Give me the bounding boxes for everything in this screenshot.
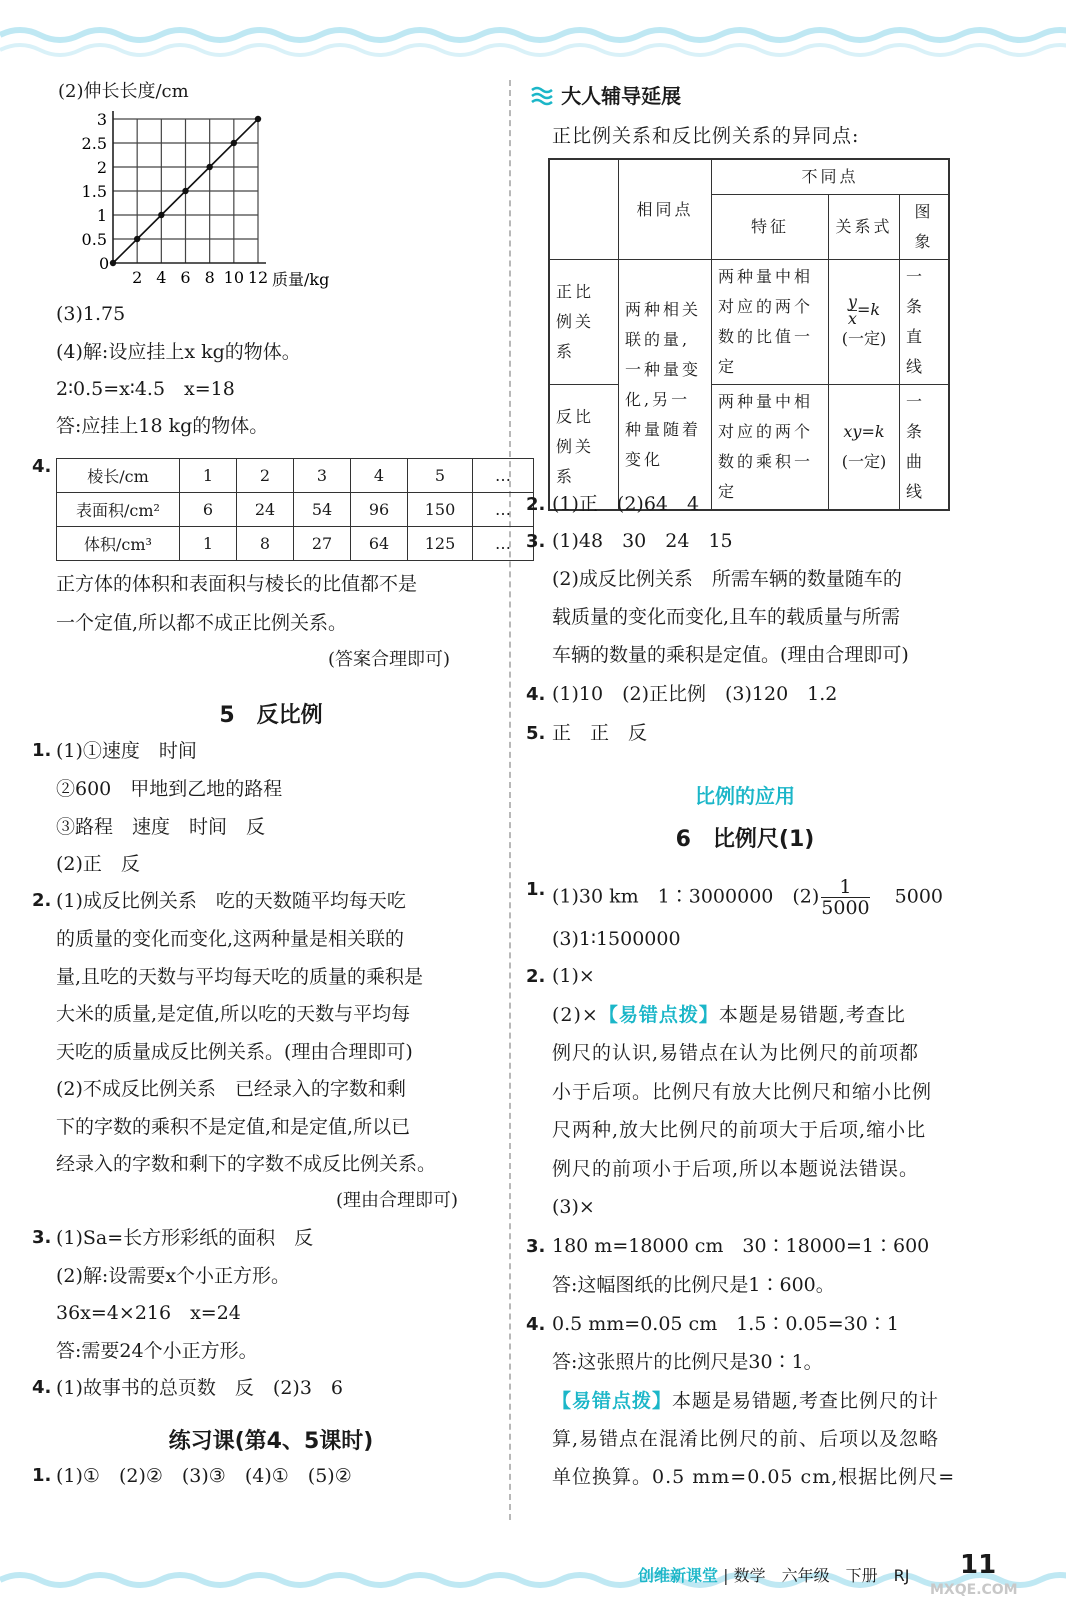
answer-q4-line2: 2∶0.5=x∶4.5 x=18	[56, 378, 235, 400]
s6-q2-line7: (3)×	[552, 1196, 595, 1218]
s6-q4-line2: 答:这张照片的比例尺是30∶1。	[552, 1351, 823, 1373]
r-q3-line4: 车辆的数量的乘积是定值。(理由合理即可)	[552, 644, 909, 666]
table-cell: 3	[294, 459, 351, 493]
data-point	[255, 116, 261, 122]
y-tick-label: 3	[96, 110, 107, 129]
table-row	[57, 493, 534, 527]
data-point	[231, 140, 237, 146]
x-tick-label: 10	[223, 268, 245, 287]
data-point	[110, 260, 116, 266]
s6-q2-line4: 小于后项。比例尺有放大比例尺和缩小比例	[552, 1081, 933, 1103]
row-header-cell: 棱长/cm	[57, 459, 180, 493]
table-cell: …	[473, 493, 534, 527]
s6-q2-line5: 尺两种,放大比例尺的前项大于后项,缩小比	[552, 1119, 927, 1141]
s6-q4-line1: 0.5 mm=0.05 cm 1.5∶0.05=30∶1	[552, 1313, 899, 1335]
inverse-graph: 一条曲线	[900, 385, 950, 511]
comparison-table	[548, 158, 950, 511]
x-tick-label: 2	[132, 268, 143, 287]
x-tick-label: 4	[156, 268, 167, 287]
s6-q4-line5: 单位换算。0.5 mm=0.05 cm,根据比例尺=	[552, 1466, 956, 1488]
x-tick-label: 6	[180, 268, 191, 287]
table-note-line2: 一个定值,所以都不成正比例关系。	[56, 612, 348, 634]
s6-q2-line2: (2)×【易错点拨】本题是易错题,考查比	[552, 1004, 906, 1026]
s5-q3-line1: (1)Sa=长方形彩纸的面积 反	[56, 1227, 314, 1249]
table-cell: 27	[294, 527, 351, 561]
question-number: 2.	[526, 494, 546, 515]
s5-q2-line8: 经录入的字数和剩下的字数不成反比例关系。	[56, 1153, 437, 1175]
column-divider	[509, 80, 511, 1520]
inverse-formula: xy=k (一定)	[829, 385, 900, 511]
s6-q3-line2: 答:这幅图纸的比例尺是1∶600。	[552, 1274, 835, 1296]
question-number: 2.	[32, 890, 52, 911]
y-tick-label: 2.5	[81, 134, 107, 153]
table-cell: …	[473, 459, 534, 493]
data-point	[134, 236, 140, 242]
question-number: 3.	[526, 1236, 546, 1257]
origin-label: 0	[99, 254, 110, 273]
answer-q3: (3)1.75	[56, 303, 126, 325]
y-tick-label: 2	[96, 158, 107, 177]
table-cell: 1	[180, 527, 237, 561]
same-points-text: 两种相关联的量,一种量变化,另一种量随着变化	[619, 260, 712, 511]
s5-q1-line1: (1)①速度 时间	[56, 740, 197, 762]
cube-table	[56, 458, 534, 561]
s5-q2-line7: 下的字数的乘积不是定值,和是定值,所以已	[56, 1116, 411, 1138]
r-q3-line3: 载质量的变化而变化,且车的载质量与所需	[552, 606, 901, 628]
table-cell: 6	[180, 493, 237, 527]
r-q3-line1: (1)48 30 24 15	[552, 530, 733, 552]
chart-ylabel: (2)伸长长度/cm	[58, 81, 189, 102]
footer-book-info: 数学 六年级 下册 RJ	[733, 1566, 910, 1585]
tutoring-box-header	[530, 80, 681, 109]
table-cell: 4	[351, 459, 408, 493]
comparison-intro: 正比例关系和反比例关系的异同点:	[552, 125, 860, 147]
y-tick-label: 1.5	[81, 182, 107, 201]
section-heading-5: 5 反比例	[219, 703, 323, 728]
data-point	[206, 164, 212, 170]
row-label-proportional: 正比例关系	[549, 260, 619, 385]
r-q3-line2: (2)成反比例关系 所需车辆的数量随车的	[552, 568, 902, 590]
question-number: 3.	[526, 531, 546, 552]
s5-q3-line2: (2)解:设需要x个小正方形。	[56, 1265, 291, 1287]
question-number: 2.	[526, 966, 546, 987]
question-number: 4.	[526, 1314, 546, 1335]
s5-q2-line1: (1)成反比例关系 吃的天数随平均每天吃	[56, 890, 406, 912]
chart-xlabel: 质量/kg	[272, 270, 330, 289]
s5-q2-line6: (2)不成反比例关系 已经录入的字数和剩	[56, 1078, 406, 1100]
s5-q2-line2: 的质量的变化而变化,这两种量是相关联的	[56, 928, 405, 950]
question-number: 5.	[526, 723, 546, 744]
s6-q3-line1: 180 m=18000 cm 30∶18000=1∶600	[552, 1235, 930, 1257]
top-wave-decoration	[0, 0, 1066, 70]
question-number: 4.	[526, 684, 546, 705]
s6-q4-line3: 【易错点拨】本题是易错题,考查比例尺的计	[552, 1390, 940, 1412]
answer-q4-line3: 答:应挂上18 kg的物体。	[56, 415, 269, 437]
s5-q3-line3: 36x=4×216 x=24	[56, 1302, 241, 1324]
answer-q4-line1: (4)解:设应挂上x kg的物体。	[56, 341, 301, 363]
s5-q1-line3: ③路程 速度 时间 反	[56, 816, 266, 838]
s6-q2-line6: 例尺的前项小于后项,所以本题说法错误。	[552, 1158, 920, 1180]
x-tick-label: 8	[204, 268, 215, 287]
table-cell: 5	[408, 459, 473, 493]
s5-q3-line4: 答:需要24个小正方形。	[56, 1340, 258, 1362]
y-tick-label: 0.5	[81, 230, 107, 249]
watermark: MXQE.COM	[930, 1582, 1018, 1598]
question-number: 1.	[526, 879, 546, 900]
r-q5: 正 正 反	[552, 722, 648, 744]
inverse-feature: 两种量中相对应的两个数的乘积一定	[712, 385, 829, 511]
question-number: 1.	[32, 1465, 52, 1486]
proportional-graph: 一条直线	[900, 260, 950, 385]
s5-q2-line5: 天吃的质量成反比例关系。(理由合理即可)	[56, 1041, 413, 1063]
header-same: 相同点	[619, 159, 712, 260]
table-cell: 150	[408, 493, 473, 527]
table-note-line1: 正方体的体积和表面积与棱长的比值都不是	[56, 573, 418, 595]
question-number: 1.	[32, 740, 52, 761]
footer-brand: 创维新课堂	[638, 1566, 719, 1585]
header-graph: 图象	[900, 195, 950, 260]
practice-q1: (1)① (2)② (3)③ (4)① (5)②	[56, 1465, 352, 1487]
tutoring-box-title: 大人辅导延展	[561, 84, 682, 108]
question-number: 4.	[32, 1377, 52, 1398]
table-cell: …	[473, 527, 534, 561]
question-number: 3.	[32, 1227, 52, 1248]
proportional-formula: $\frac{y}{x}$ =k (一定)	[829, 260, 900, 385]
practice-heading: 练习课(第4、5课时)	[168, 1429, 374, 1454]
unit-heading: 比例的应用	[695, 784, 795, 808]
s6-q1-line2: (3)1∶1500000	[552, 928, 681, 950]
question-number: 4.	[32, 456, 52, 477]
footer-info: 创维新课堂 | 数学 六年级 下册 RJ	[638, 1566, 910, 1585]
table-cell: 54	[294, 493, 351, 527]
page-number: 11	[960, 1550, 997, 1580]
error-tip-label: 【易错点拨】	[598, 1004, 719, 1026]
data-point	[182, 188, 188, 194]
header-feature: 特征	[712, 195, 829, 260]
table-cell: 64	[351, 527, 408, 561]
table-cell: 2	[237, 459, 294, 493]
table-cell: 96	[351, 493, 408, 527]
y-tick-label: 1	[96, 206, 107, 225]
proportional-feature: 两种量中相对应的两个数的比值一定	[712, 260, 829, 385]
row-header-cell: 表面积/cm²	[57, 493, 180, 527]
s6-q4-line4: 算,易错点在混淆比例尺的前、后项以及忽略	[552, 1428, 940, 1450]
s5-q4-line1: (1)故事书的总页数 反 (2)3 6	[56, 1377, 344, 1399]
table-cell: 24	[237, 493, 294, 527]
table-row	[57, 459, 534, 493]
r-q4: (1)10 (2)正比例 (3)120 1.2	[552, 683, 838, 705]
x-tick-label: 12	[247, 268, 269, 287]
table-cell: 1	[180, 459, 237, 493]
table-cell: 8	[237, 527, 294, 561]
s6-q1-line1: (1)30 km 1∶3000000 (2) $\frac{1}{5000}$ 5000	[552, 876, 944, 919]
s5-q1-line4: (2)正 反	[56, 853, 140, 875]
row-label-inverse: 反比例关系	[549, 385, 619, 511]
header-diff: 不同点	[712, 159, 950, 195]
line-chart	[60, 106, 360, 306]
section-heading-6: 6 比例尺(1)	[675, 827, 815, 852]
table-note-line3: (答案合理即可)	[328, 649, 451, 670]
header-formula: 关系式	[829, 195, 900, 260]
s5-q2-line3: 量,且吃的天数与平均每天吃的质量的乘积是	[56, 966, 424, 988]
table-cell: 125	[408, 527, 473, 561]
error-tip-label: 【易错点拨】	[552, 1390, 673, 1412]
s5-q2-line4: 大米的质量,是定值,所以吃的天数与平均每	[56, 1003, 411, 1025]
wave-icon	[530, 82, 556, 108]
data-point	[158, 212, 164, 218]
r-q2: (1)正 (2)64 4	[552, 493, 700, 515]
s6-q2-line3: 例尺的认识,易错点在认为比例尺的前项都	[552, 1042, 920, 1064]
s5-q2-line9: (理由合理即可)	[336, 1190, 459, 1211]
s5-q1-line2: ②600 甲地到乙地的路程	[56, 778, 283, 800]
table-row	[57, 527, 534, 561]
row-header-cell: 体积/cm³	[57, 527, 180, 561]
s6-q2-line1: (1)×	[552, 965, 595, 987]
